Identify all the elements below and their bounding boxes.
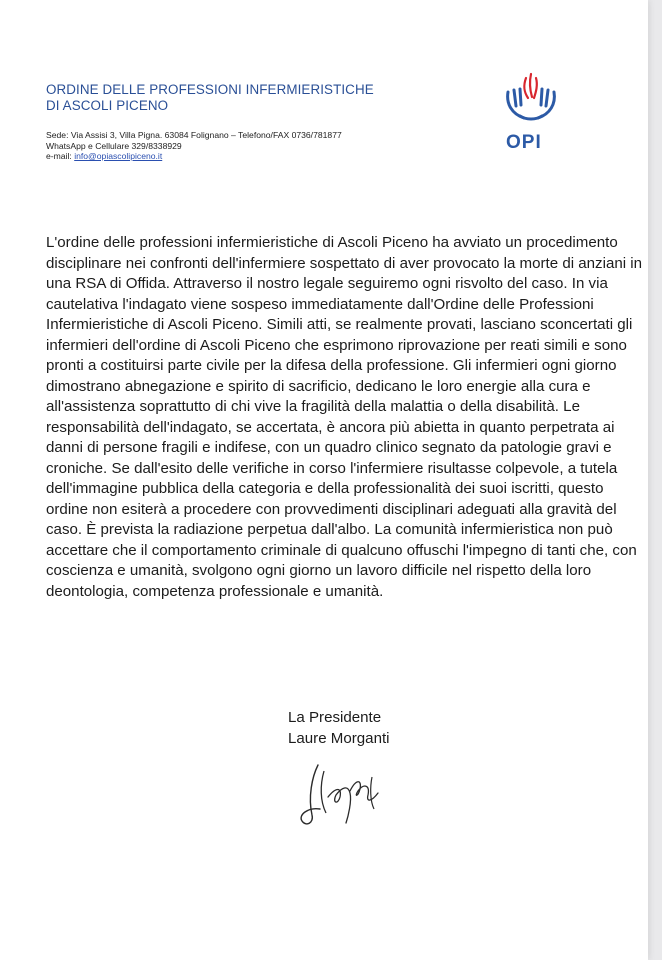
phone-line: WhatsApp e Cellulare 329/8338929 [46, 140, 182, 151]
email-label: e-mail: [46, 151, 75, 162]
signatory-name: Laure Morganti [288, 730, 390, 747]
organization-title-line1: ORDINE DELLE PROFESSIONI INFERMIERISTICHE [46, 82, 374, 97]
letter-body [46, 233, 646, 602]
email-line [46, 151, 342, 162]
signature-block [288, 707, 390, 749]
logo-wordmark: OPI [506, 132, 542, 153]
address-line: Sede: Via Assisi 3, Villa Pigna. 63084 Folignano – Telefono/FAX 0736/781877 [46, 130, 342, 140]
email-link[interactable]: info@opiascolipiceno.it [74, 151, 163, 162]
signatory-role: La Presidente [288, 709, 382, 726]
letter-paragraph: L'ordine delle professioni infermieristiche di Ascoli Piceno ha avviato un procedimento disciplinare nei confronti dell'infermiere sospettato di aver provocato la morte di anziani in una RSA di Offida. Attraverso il nostro legale seguiremo ogni risvolto del caso. In via cautelativa l'indagato viene sospeso immediatamente dall'Ordine delle Professioni Infermieristiche di Ascoli Piceno. Simili atti, se realmente provati, lasciano sconcertati gli infermieri dell'ordine di Ascoli Piceno che esprimono riprovazione per reati simili e sono pronti a costituirsi parte civile per la difesa della professione. Gli infermieri ogni giorno dimostrano abnegazione e spirito di sacrificio, dedicano le loro energie alla cura e all'assistenza soprattutto di chi vive la fragilità della malattia o della disabilità. Le responsabilità dell'indagato, se accertata, è ancora più abietta in quanto perpetrata ai danni di persone fragili e indifese, con un quadro clinico segnato da patologie gravi e croniche. Se dall'esito delle verifiche in corso l'infermiere risultasse colpevole, a tutela dell'immagine pubblica della categoria e della professionalità dei suoi iscritti, questo ordine non esiterà a procedere con provvedimenti disciplinari adeguati alla gravità del caso. È prevista la radiazione perpetua dall'albo. La comunità infermieristica non può accettare che il comportamento criminale di qualcuno offuschi l'impegno di tanti che, con coscienza e umanità, svolgono ogni giorno un lavoro difficile nel rispetto della loro deontologia, competenza professionale e umanità. [46, 234, 643, 600]
handwritten-signature [298, 757, 388, 829]
organization-title-line2: DI ASCOLI PICENO [46, 98, 169, 113]
organization-title [46, 82, 374, 114]
contact-info [46, 130, 342, 162]
